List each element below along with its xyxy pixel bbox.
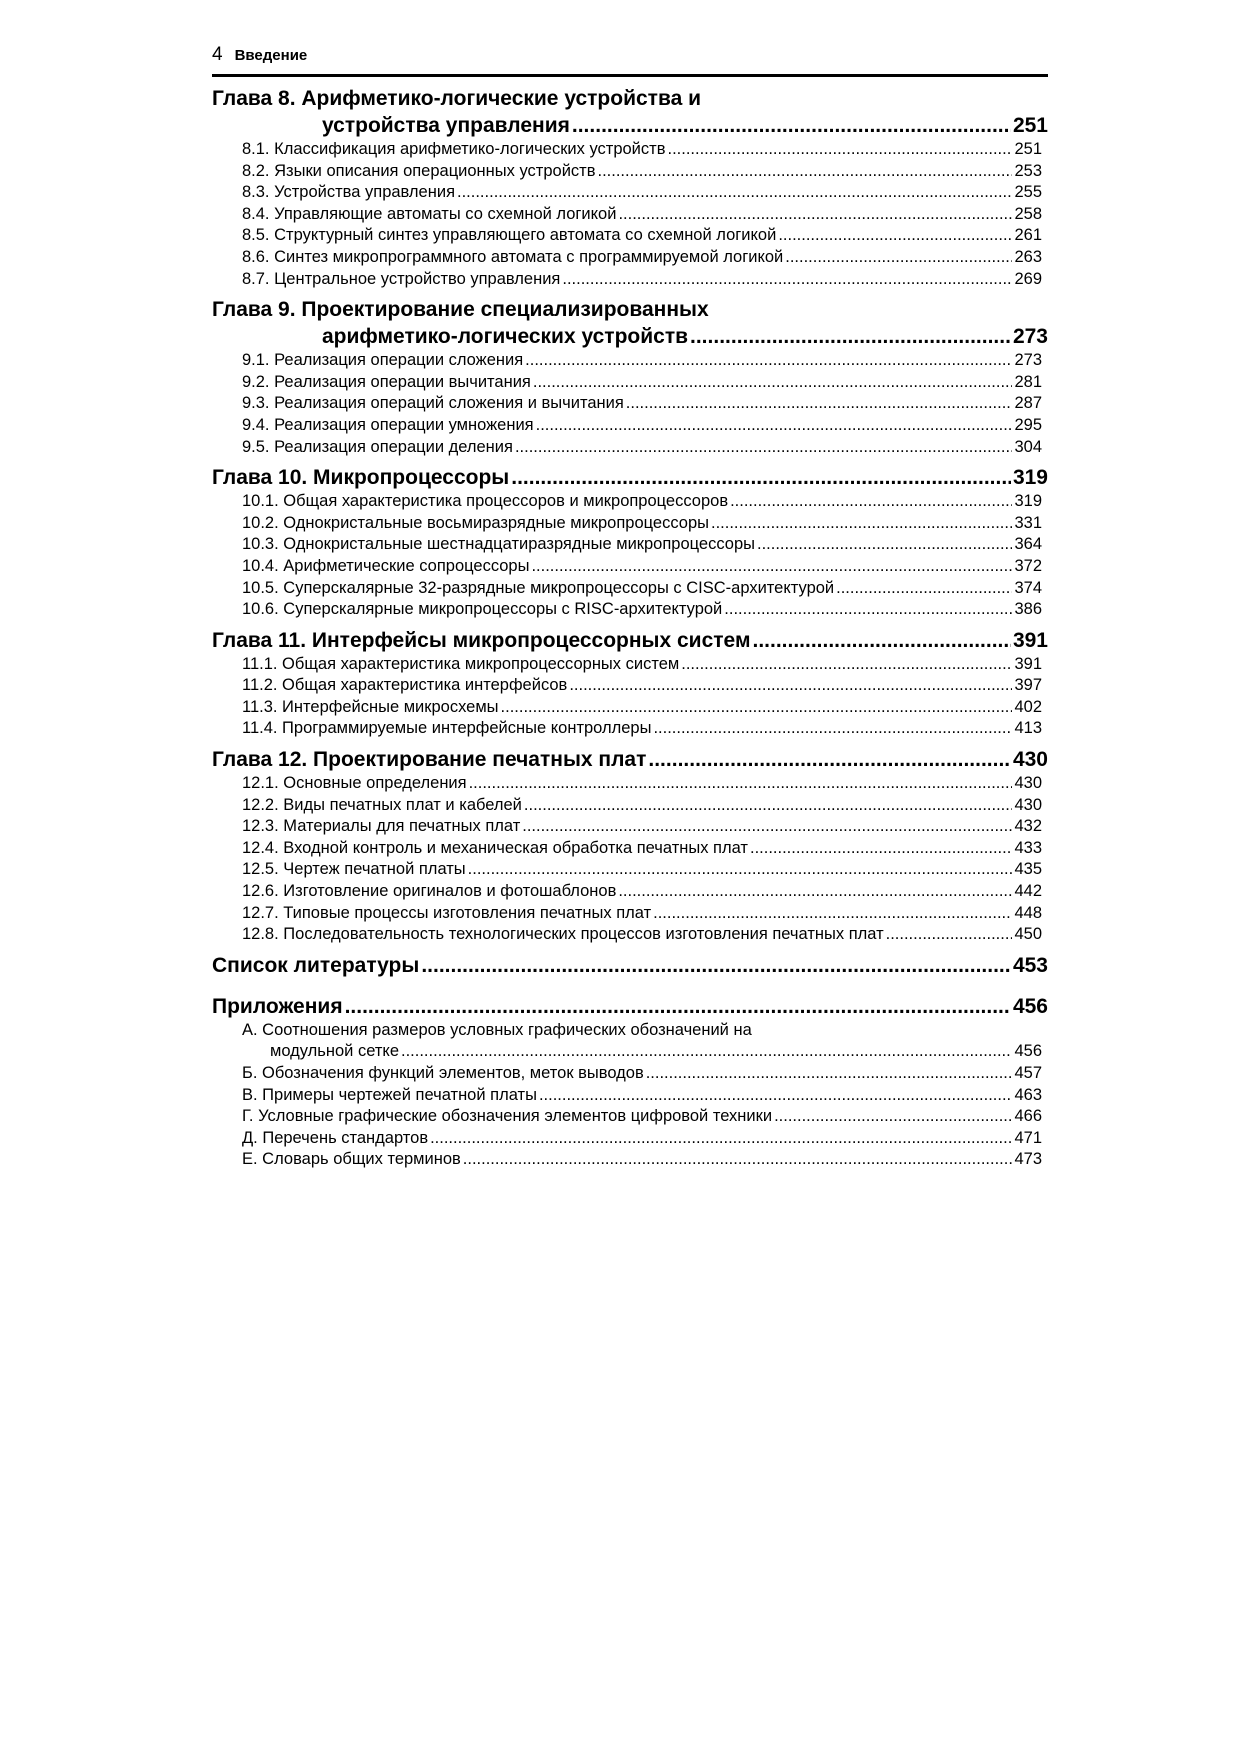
chapter-title: Приложения (212, 994, 343, 1018)
section-title: Г. Условные графические обозначения элементов цифровой техники (242, 1107, 773, 1126)
dot-leader (618, 881, 1012, 903)
running-title: Введение (234, 47, 308, 64)
section-entry (212, 204, 1048, 226)
section-title: 9.3. Реализация операций сложения и вычитания (242, 394, 624, 413)
table-of-contents (212, 85, 1048, 1171)
section-title: 9.4. Реализация операции умножения (242, 415, 534, 434)
section-entry (212, 513, 1048, 535)
dot-leader (572, 112, 1011, 139)
dot-leader (562, 269, 1012, 291)
page-number: 4 (212, 44, 223, 65)
chapter-title-line (212, 112, 1048, 139)
section-page-number: 295 (1014, 415, 1042, 434)
dot-leader (690, 323, 1011, 350)
section-page-number: 435 (1014, 860, 1042, 879)
section-title: 9.2. Реализация операции вычитания (242, 372, 531, 391)
section-title: 8.5. Структурный синтез управляющего автомата со схемной логикой (242, 226, 777, 245)
section-page-number: 433 (1014, 838, 1042, 857)
section-entry (212, 881, 1048, 903)
section-page-number: 331 (1014, 513, 1042, 532)
section-entry (212, 415, 1048, 437)
section-entry (212, 1063, 1048, 1085)
chapter-title-line (212, 296, 1048, 323)
section-title: 11.1. Общая характеристика микропроцессорных систем (242, 654, 680, 673)
dot-leader (501, 697, 1013, 719)
chapter-page-number: 456 (1012, 994, 1048, 1018)
section-entry (212, 924, 1048, 946)
section-entry (212, 372, 1048, 394)
section-title: 12.6. Изготовление оригиналов и фотошаблонов (242, 882, 617, 901)
section-page-number: 456 (1014, 1042, 1042, 1061)
toc-page (212, 44, 1048, 1177)
section-entry (212, 393, 1048, 415)
section-entry (212, 795, 1048, 817)
chapter-title: Глава 9. Проектирование специализированных (212, 298, 709, 322)
chapter-title-line (212, 323, 1048, 350)
dot-leader (785, 247, 1012, 269)
chapter-title: устройства управления (322, 114, 570, 137)
section-entry (212, 247, 1048, 269)
chapter-page-number: 273 (1012, 325, 1048, 349)
dot-leader (463, 1149, 1013, 1171)
dot-leader (401, 1041, 1012, 1063)
section-entry (212, 859, 1048, 881)
section-title: А. Соотношения размеров условных графических обозначений на (242, 1020, 752, 1039)
section-title: В. Примеры чертежей печатной платы (242, 1085, 537, 1104)
dot-leader (681, 654, 1012, 676)
section-page-number: 450 (1014, 925, 1042, 944)
section-page-number: 402 (1014, 697, 1042, 716)
section-page-number: 432 (1014, 817, 1042, 836)
section-title: Б. Обозначения функций элементов, меток выводов (242, 1064, 644, 1082)
section-entry (212, 838, 1048, 860)
section-title: 12.5. Чертеж печатной платы (242, 860, 466, 879)
dot-leader (724, 599, 1012, 621)
dot-leader (753, 627, 1011, 654)
section-title: 10.3. Однокристальные шестнадцатиразрядные микропроцессоры (242, 535, 755, 554)
section-page-number: 374 (1014, 578, 1042, 597)
section-title: 10.4. Арифметические сопроцессоры (242, 556, 530, 575)
section-page-number: 261 (1014, 226, 1042, 245)
section-title: 8.6. Синтез микропрограммного автомата с программируемой логикой (242, 247, 784, 266)
dot-leader (653, 718, 1012, 740)
section-page-number: 442 (1014, 882, 1042, 901)
section-title: 12.2. Виды печатных плат и кабелей (242, 795, 522, 814)
section-entry (212, 578, 1048, 600)
section-page-number: 304 (1014, 437, 1042, 456)
section-page-number: 269 (1014, 269, 1042, 288)
section-page-number: 391 (1014, 654, 1042, 673)
section-entry (212, 1106, 1048, 1128)
dot-leader (653, 903, 1012, 925)
dot-leader (711, 513, 1012, 535)
section-page-number: 273 (1014, 351, 1042, 370)
toc-chapter (212, 627, 1048, 740)
chapter-title: Глава 12. Проектирование печатных плат (212, 748, 647, 772)
dot-leader (531, 556, 1012, 578)
section-entry (212, 718, 1048, 740)
dot-leader (511, 464, 1011, 491)
section-title: 8.7. Центральное устройство управления (242, 269, 561, 288)
chapter-title-line (212, 85, 1048, 112)
chapter-title: арифметико-логических устройств (322, 325, 689, 349)
section-page-number: 457 (1014, 1064, 1042, 1082)
section-page-number: 263 (1014, 247, 1042, 266)
dot-leader (515, 437, 1013, 459)
dot-leader (730, 491, 1012, 513)
section-entry (212, 534, 1048, 556)
section-page-number: 287 (1014, 394, 1042, 413)
section-title: 10.2. Однокристальные восьмиразрядные микропроцессоры (242, 513, 709, 532)
section-entry (212, 350, 1048, 372)
section-page-number: 386 (1014, 600, 1042, 619)
section-title: 9.1. Реализация операции сложения (242, 351, 524, 370)
section-entry-continuation (212, 1041, 1048, 1063)
section-page-number: 448 (1014, 903, 1042, 922)
spacer (212, 985, 1048, 993)
dot-leader (757, 534, 1012, 556)
dot-leader (421, 952, 1011, 979)
section-entry (212, 225, 1048, 247)
section-title: 8.1. Классификация арифметико-логических устройств (242, 140, 666, 158)
toc-chapter (212, 464, 1048, 621)
section-title: 8.3. Устройства управления (242, 183, 456, 202)
dot-leader (468, 859, 1013, 881)
dot-leader (774, 1106, 1012, 1128)
chapter-page-number: 453 (1012, 953, 1048, 977)
section-entry (212, 697, 1048, 719)
toc-chapter (212, 296, 1048, 458)
dot-leader (886, 924, 1013, 946)
header-rule (212, 74, 1048, 77)
section-page-number: 258 (1014, 204, 1042, 223)
section-entry (212, 182, 1048, 204)
section-entry (212, 816, 1048, 838)
dot-leader (667, 139, 1012, 161)
chapter-title: Глава 8. Арифметико-логические устройства и (212, 87, 702, 110)
section-title: 10.6. Суперскалярные микропроцессоры с RISC-архитектурой (242, 600, 723, 619)
dot-leader (778, 225, 1012, 247)
dot-leader (536, 415, 1013, 437)
dot-leader (533, 372, 1013, 394)
chapter-title: Глава 11. Интерфейсы микропроцессорных систем (212, 628, 751, 652)
section-page-number: 255 (1014, 183, 1042, 202)
dot-leader (750, 838, 1012, 860)
section-title: 10.1. Общая характеристика процессоров и микропроцессоров (242, 492, 729, 511)
section-page-number: 473 (1014, 1150, 1042, 1169)
section-entry (212, 675, 1048, 697)
chapter-title-line (212, 464, 1048, 491)
section-title: 12.4. Входной контроль и механическая обработка печатных плат (242, 838, 748, 857)
section-page-number: 463 (1014, 1085, 1042, 1104)
chapter-title-line (212, 746, 1048, 773)
section-page-number: 466 (1014, 1107, 1042, 1126)
dot-leader (648, 746, 1011, 773)
dot-leader (626, 393, 1013, 415)
chapter-page-number: 251 (1012, 114, 1048, 137)
section-entry (212, 437, 1048, 459)
section-entry (212, 1020, 1048, 1042)
section-page-number: 251 (1014, 140, 1042, 158)
dot-leader (457, 182, 1012, 204)
section-entry (212, 269, 1048, 291)
section-page-number: 281 (1014, 372, 1042, 391)
dot-leader (598, 161, 1013, 183)
dot-leader (618, 204, 1012, 226)
section-page-number: 364 (1014, 535, 1042, 554)
toc-chapter (212, 993, 1048, 1171)
dot-leader (345, 993, 1011, 1020)
section-entry (212, 161, 1048, 183)
section-page-number: 372 (1014, 556, 1042, 575)
section-title: 12.8. Последовательность технологических процессов изготовления печатных плат (242, 925, 884, 944)
section-title: 11.2. Общая характеристика интерфейсов (242, 676, 568, 695)
section-title: 8.2. Языки описания операционных устройств (242, 161, 596, 180)
section-entry (212, 1149, 1048, 1171)
section-title: 11.3. Интерфейсные микросхемы (242, 697, 499, 716)
dot-leader (836, 578, 1012, 600)
section-entry (212, 556, 1048, 578)
section-title: Д. Перечень стандартов (242, 1128, 429, 1147)
chapter-title: Список литературы (212, 953, 420, 977)
running-header (212, 44, 1048, 72)
section-title: 8.4. Управляющие автоматы со схемной логикой (242, 204, 617, 223)
section-title: 10.5. Суперскалярные 32-разрядные микропроцессоры с CISC-архитектурой (242, 578, 835, 597)
dot-leader (524, 795, 1013, 817)
section-title: Е. Словарь общих терминов (242, 1150, 461, 1169)
section-entry (212, 139, 1048, 161)
section-entry (212, 654, 1048, 676)
chapter-page-number: 319 (1012, 466, 1048, 490)
section-entry (212, 491, 1048, 513)
dot-leader (430, 1128, 1012, 1150)
section-title: 12.7. Типовые процессы изготовления печатных плат (242, 903, 652, 922)
section-page-number: 430 (1014, 774, 1042, 793)
chapter-title: Глава 10. Микропроцессоры (212, 466, 510, 490)
dot-leader (525, 350, 1012, 372)
chapter-title-line (212, 993, 1048, 1020)
section-entry (212, 599, 1048, 621)
section-page-number: 430 (1014, 795, 1042, 814)
section-page-number: 413 (1014, 719, 1042, 738)
dot-leader (569, 675, 1012, 697)
section-title: 12.3. Материалы для печатных плат (242, 817, 521, 836)
section-title-continuation: модульной сетке (270, 1042, 400, 1061)
toc-chapter (212, 85, 1048, 290)
dot-leader (469, 773, 1013, 795)
section-page-number: 471 (1014, 1128, 1042, 1147)
section-entry (212, 773, 1048, 795)
chapter-title-line (212, 627, 1048, 654)
section-entry (212, 1128, 1048, 1150)
section-title: 9.5. Реализация операции деления (242, 437, 513, 456)
section-entry (212, 903, 1048, 925)
dot-leader (646, 1063, 1013, 1085)
dot-leader (539, 1085, 1013, 1107)
section-page-number: 397 (1014, 676, 1042, 695)
toc-chapter (212, 746, 1048, 946)
chapter-page-number: 391 (1012, 628, 1048, 652)
dot-leader (522, 816, 1012, 838)
section-entry (212, 1085, 1048, 1107)
section-title: 12.1. Основные определения (242, 774, 467, 793)
chapter-title-line (212, 952, 1048, 979)
toc-chapter (212, 952, 1048, 979)
section-title: 11.4. Программируемые интерфейсные контроллеры (242, 719, 652, 738)
chapter-page-number: 430 (1012, 748, 1048, 772)
section-page-number: 319 (1014, 492, 1042, 511)
section-page-number: 253 (1014, 161, 1042, 180)
